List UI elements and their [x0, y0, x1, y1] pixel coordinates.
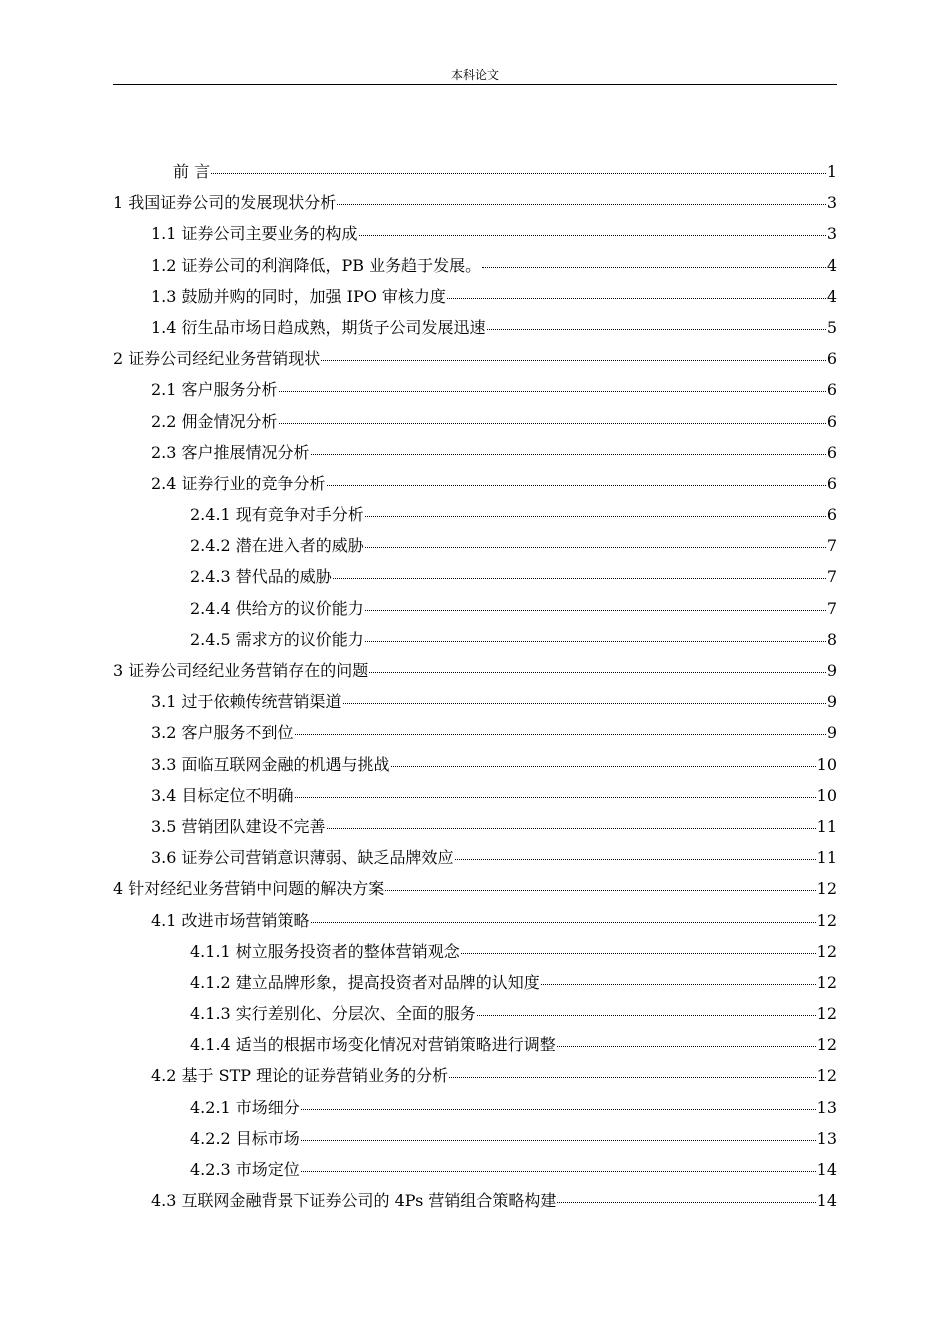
toc-entry-page-number: 14	[816, 1191, 837, 1211]
toc-entry-page-number: 7	[826, 598, 837, 618]
dot-leader	[295, 785, 816, 798]
toc-entry-title: 4.3 互联网金融背景下证券公司的 4Ps 营销组合策略构建	[151, 1191, 557, 1211]
toc-entry[interactable]	[113, 780, 837, 811]
dot-leader	[327, 816, 816, 829]
toc-entry-page-number: 8	[826, 629, 837, 649]
toc-entry-page-number: 13	[816, 1097, 837, 1117]
dot-leader	[391, 754, 816, 767]
toc-entry-page-number: 1	[826, 162, 837, 181]
toc-entry[interactable]	[113, 1092, 837, 1123]
toc-entry-page-number: 12	[816, 910, 837, 930]
toc-entry[interactable]	[113, 468, 837, 499]
toc-entry-title: 4.2.3 市场定位	[190, 1160, 300, 1179]
dot-leader	[365, 598, 826, 611]
toc-entry-title: 2.1 客户服务分析	[151, 380, 278, 400]
toc-entry-title: 3 证券公司经纪业务营销存在的问题	[113, 661, 369, 680]
header-title: 本科论文	[450, 68, 499, 82]
dot-leader	[365, 629, 826, 642]
dot-leader	[327, 473, 826, 486]
toc-entry[interactable]	[113, 187, 837, 218]
dot-leader	[279, 411, 826, 424]
dot-leader	[343, 691, 826, 704]
dot-leader	[541, 972, 816, 985]
toc-entry-title: 1.1 证券公司主要业务的构成	[151, 224, 358, 244]
toc-entry-title: 4.1.1 树立服务投资者的整体营销观念	[190, 941, 460, 961]
toc-entry-page-number: 11	[816, 848, 837, 868]
toc-entry-page-number: 12	[816, 1066, 837, 1086]
toc-entry[interactable]	[113, 312, 837, 343]
toc-entry-page-number: 11	[816, 816, 837, 836]
toc-entry[interactable]	[113, 406, 837, 437]
toc-entry-page-number: 12	[816, 941, 837, 961]
toc-entry-page-number: 6	[826, 473, 837, 493]
toc-entry[interactable]	[113, 717, 837, 748]
toc-entry-page-number: 4	[826, 286, 837, 306]
toc-entry-page-number: 9	[826, 692, 837, 712]
toc-entry-page-number: 6	[826, 505, 837, 525]
toc-entry-page-number: 13	[816, 1128, 837, 1148]
toc-entry-title: 4 针对经纪业务营销中问题的解决方案	[113, 879, 385, 899]
dot-leader	[359, 223, 826, 236]
toc-entry[interactable]	[113, 218, 837, 249]
dot-leader	[461, 941, 816, 954]
toc-entry[interactable]	[113, 156, 837, 187]
dot-leader	[365, 535, 826, 548]
toc-entry-page-number: 7	[826, 536, 837, 556]
toc-entry-title: 2.4.3 替代品的威胁	[190, 567, 332, 587]
toc-entry-title: 1.3 鼓励并购的同时，加强 IPO 审核力度	[151, 286, 446, 306]
dot-leader	[385, 878, 815, 891]
toc-entry[interactable]	[113, 873, 837, 904]
toc-entry[interactable]	[113, 250, 837, 281]
dot-leader	[455, 847, 816, 860]
toc-entry-title: 3.1 过于依赖传统营销渠道	[151, 692, 342, 712]
dot-leader	[449, 1065, 816, 1078]
toc-entry-page-number: 3	[826, 193, 837, 213]
toc-entry[interactable]	[113, 811, 837, 842]
toc-entry-page-number: 6	[826, 442, 837, 462]
toc-entry-title: 1.2 证券公司的利润降低，PB 业务趋于发展。	[151, 255, 482, 275]
dot-leader	[487, 317, 826, 330]
toc-entry-page-number: 10	[816, 754, 837, 774]
toc-entry[interactable]	[113, 655, 837, 686]
toc-entry-page-number: 6	[826, 411, 837, 431]
dot-leader	[333, 566, 826, 579]
dot-leader	[557, 1190, 815, 1203]
toc-entry-title: 2.2 佣金情况分析	[151, 411, 278, 431]
toc-entry[interactable]	[113, 374, 837, 405]
toc-entry-page-number: 9	[826, 661, 837, 680]
toc-entry[interactable]	[113, 437, 837, 468]
toc-entry[interactable]	[113, 1060, 837, 1091]
toc-entry[interactable]	[113, 624, 837, 655]
toc-entry-title: 2.4.1 现有竞争对手分析	[190, 505, 364, 525]
toc-entry-page-number: 4	[826, 255, 837, 275]
toc-entry-page-number: 6	[826, 349, 837, 369]
toc-entry-title: 1 我国证券公司的发展现状分析	[113, 193, 337, 213]
toc-entry[interactable]	[113, 905, 837, 936]
toc-entry[interactable]	[113, 343, 837, 374]
dot-leader	[337, 192, 826, 205]
toc-entry-title: 4.1.3 实行差别化、分层次、全面的服务	[190, 1004, 476, 1024]
dot-leader	[301, 1128, 816, 1141]
toc-entry-title: 4.2 基于 STP 理论的证券营销业务的分析	[151, 1066, 449, 1086]
toc-entry-page-number: 12	[816, 879, 837, 899]
toc-entry-title: 2.3 客户推展情况分析	[151, 442, 310, 462]
toc-entry[interactable]	[113, 1123, 837, 1154]
toc-entry-title: 3.4 目标定位不明确	[151, 785, 294, 805]
toc-entry-title: 3.5 营销团队建设不完善	[151, 816, 326, 836]
toc-entry-page-number: 12	[816, 972, 837, 992]
toc-entry[interactable]	[113, 936, 837, 967]
dot-leader	[365, 504, 826, 517]
toc-entry-title: 3.2 客户服务不到位	[151, 723, 294, 743]
toc-entry-title: 2.4 证券行业的竞争分析	[151, 473, 326, 493]
toc-entry[interactable]	[113, 998, 837, 1029]
dot-leader	[311, 442, 826, 455]
toc-entry[interactable]	[113, 281, 837, 312]
toc-entry-title: 4.1.4 适当的根据市场变化情况对营销策略进行调整	[190, 1035, 556, 1055]
toc-entry-title: 4.1.2 建立品牌形象，提高投资者对品牌的认知度	[190, 972, 540, 992]
toc-entry[interactable]	[113, 561, 837, 592]
toc-entry-title: 4.2.2 目标市场	[190, 1128, 300, 1148]
toc-entry-title: 2.4.4 供给方的议价能力	[190, 598, 364, 618]
toc-entry-title: 前 言	[173, 162, 211, 181]
toc-entry[interactable]	[113, 1154, 837, 1185]
dot-leader	[279, 379, 826, 392]
toc-entry[interactable]	[113, 686, 837, 717]
dot-leader	[557, 1034, 816, 1047]
table-of-contents	[113, 156, 837, 1216]
toc-entry-page-number: 3	[826, 224, 837, 244]
toc-entry-title: 2.4.2 潜在进入者的威胁	[190, 536, 364, 556]
toc-entry-page-number: 5	[826, 317, 837, 337]
toc-entry[interactable]	[113, 530, 837, 561]
toc-entry[interactable]	[113, 499, 837, 530]
toc-entry[interactable]	[113, 749, 837, 780]
toc-entry-page-number: 9	[826, 723, 837, 743]
toc-entry-page-number: 12	[816, 1035, 837, 1055]
dot-leader	[301, 1159, 816, 1172]
toc-entry[interactable]	[113, 967, 837, 998]
toc-entry-title: 2 证券公司经纪业务营销现状	[113, 349, 321, 369]
toc-entry-title: 1.4 衍生品市场日趋成熟，期货子公司发展迅速	[151, 317, 486, 337]
dot-leader	[447, 286, 826, 299]
dot-leader	[301, 1097, 816, 1110]
dot-leader	[321, 348, 826, 361]
dot-leader	[477, 1003, 816, 1016]
toc-entry[interactable]	[113, 1029, 837, 1060]
toc-entry-page-number: 10	[816, 785, 837, 805]
toc-entry-page-number: 14	[816, 1160, 837, 1179]
dot-leader	[211, 161, 826, 174]
toc-entry-page-number: 6	[826, 380, 837, 400]
toc-entry-title: 3.6 证券公司营销意识薄弱、缺乏品牌效应	[151, 848, 454, 868]
toc-entry-page-number: 12	[816, 1004, 837, 1024]
toc-entry[interactable]	[113, 1185, 837, 1216]
toc-entry-title: 3.3 面临互联网金融的机遇与挑战	[151, 754, 390, 774]
toc-entry-page-number: 7	[826, 567, 837, 587]
dot-leader	[295, 722, 826, 735]
toc-entry[interactable]	[113, 842, 837, 873]
toc-entry-title: 4.1 改进市场营销策略	[151, 910, 310, 930]
dot-leader	[311, 910, 816, 923]
dot-leader	[369, 660, 826, 673]
toc-entry[interactable]	[113, 593, 837, 624]
dot-leader	[482, 255, 826, 268]
page-header	[113, 64, 837, 85]
toc-entry-title: 2.4.5 需求方的议价能力	[190, 629, 364, 649]
toc-entry-title: 4.2.1 市场细分	[190, 1097, 300, 1117]
